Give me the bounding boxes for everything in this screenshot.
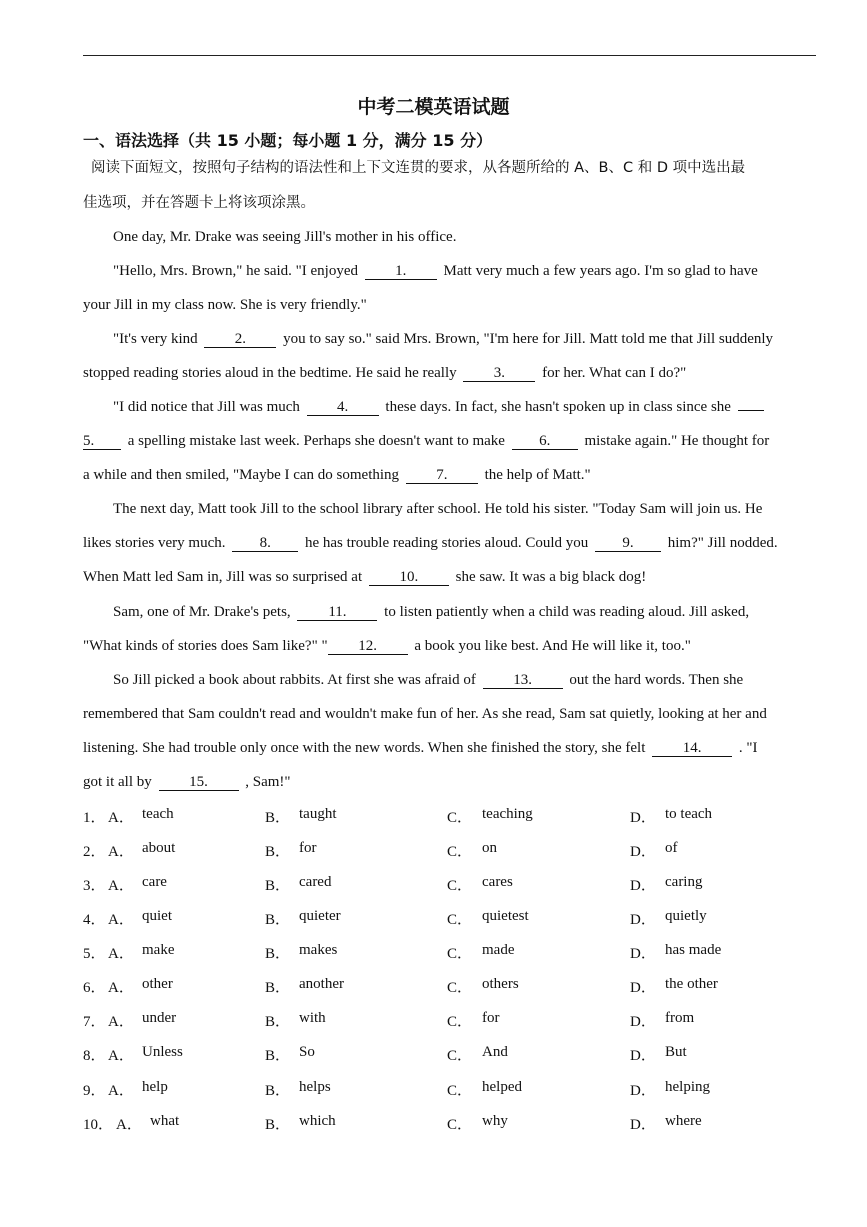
option-d[interactable]: helping — [665, 1079, 710, 1095]
passage-line: listening. She had trouble only once with the new words. When she finished the story, she felt 14. . "I — [83, 740, 758, 756]
passage-line: One day, Mr. Drake was seeing Jill's mother in his office. — [113, 229, 457, 245]
option-d[interactable]: the other — [665, 976, 718, 992]
blank-3: 3. — [463, 365, 535, 382]
question-row: 3． A． care B． cared C． cares D． caring — [83, 874, 703, 894]
blank-1: 1. — [365, 263, 437, 280]
option-b[interactable]: another — [299, 976, 344, 992]
passage-line: Sam, one of Mr. Drake's pets, 11. to listen patiently when a child was reading aloud. Jill asked, — [113, 604, 750, 620]
option-c[interactable]: made — [482, 942, 515, 958]
option-b[interactable]: cared — [299, 874, 332, 890]
option-b[interactable]: quieter — [299, 908, 341, 924]
passage-line: stopped reading stories aloud in the bedtime. He said he really 3. for her. What can I do?" — [83, 365, 687, 381]
question-row: 4． A． quiet B． quieter C． quietest D． quietly — [83, 908, 707, 928]
option-b[interactable]: So — [299, 1044, 315, 1060]
option-d[interactable]: to teach — [665, 806, 713, 822]
option-b[interactable]: for — [299, 840, 317, 856]
option-b[interactable]: taught — [299, 806, 337, 822]
passage-line: "It's very kind 2. you to say so." said Mrs. Brown, "I'm here for Jill. Matt told me that Jill suddenly — [113, 331, 774, 347]
question-row: 2． A． about B． for C． on D． of — [83, 840, 678, 860]
option-b[interactable]: which — [299, 1113, 336, 1129]
question-row: 10． A． what B． which C． why D． where — [83, 1113, 702, 1133]
option-d[interactable]: caring — [665, 874, 703, 890]
page-title: 中考二模英语试题 — [357, 96, 510, 118]
option-a[interactable]: about — [142, 840, 176, 856]
option-c[interactable]: on — [482, 840, 497, 856]
option-c[interactable]: cares — [482, 874, 513, 890]
passage-line: likes stories very much. 8. he has trouble reading stories aloud. Could you 9. him?" Jill nodded. — [83, 535, 778, 551]
question-row: 5． A． make B． makes C． made D． has made — [83, 942, 722, 962]
passage-line: your Jill in my class now. She is very friendly." — [83, 297, 367, 313]
option-a[interactable]: care — [142, 874, 167, 890]
option-a[interactable]: under — [142, 1010, 177, 1026]
blank-5: 5. — [83, 433, 121, 450]
blank-13: 13. — [483, 672, 563, 689]
option-c[interactable]: for — [482, 1010, 500, 1026]
option-a[interactable]: what — [150, 1113, 180, 1129]
option-d[interactable]: where — [665, 1113, 702, 1129]
option-c[interactable]: teaching — [482, 806, 533, 822]
option-a[interactable]: Unless — [142, 1044, 183, 1060]
section-heading: 一、语法选择（共 15 小题；每小题 1 分，满分 15 分） — [83, 131, 493, 150]
option-a[interactable]: help — [142, 1079, 168, 1095]
passage-line: a while and then smiled, "Maybe I can do something 7. the help of Matt." — [83, 467, 591, 483]
blank-9: 9. — [595, 535, 661, 552]
passage-line: got it all by 15. , Sam!" — [83, 774, 291, 790]
option-d[interactable]: has made — [665, 942, 722, 958]
option-a[interactable]: quiet — [142, 908, 172, 924]
blank-2: 2. — [204, 331, 276, 348]
instructions-line-2: 佳选项，并在答题卡上将该项涂黑。 — [83, 195, 315, 211]
passage-line: 5. a spelling mistake last week. Perhaps she doesn't want to make 6. mistake again." He thought for — [83, 433, 770, 449]
blank-11: 11. — [297, 604, 377, 621]
option-c[interactable]: helped — [482, 1079, 522, 1095]
header-rule — [83, 55, 816, 56]
question-row: 9． A． help B． helps C． helped D． helping — [83, 1079, 710, 1099]
option-c[interactable]: And — [482, 1044, 508, 1060]
option-c[interactable]: why — [482, 1113, 508, 1129]
passage-line: "Hello, Mrs. Brown," he said. "I enjoyed 1. Matt very much a few years ago. I'm so glad to have — [113, 263, 758, 279]
option-a[interactable]: teach — [142, 806, 174, 822]
passage-line: So Jill picked a book about rabbits. At first she was afraid of 13. out the hard words. Then she — [113, 672, 744, 688]
question-row: 6． A． other B． another C． others D． the other — [83, 976, 718, 996]
question-row: 7． A． under B． with C． for D． from — [83, 1010, 695, 1030]
option-b[interactable]: makes — [299, 942, 338, 958]
option-c[interactable]: quietest — [482, 908, 529, 924]
passage-line: The next day, Matt took Jill to the school library after school. He told his sister. "Today Sam will join us. He — [113, 501, 763, 517]
instructions-line-1: 阅读下面短文，按照句子结构的语法性和上下文连贯的要求，从各题所给的 A、B、C 和 D 项中选出最 — [91, 160, 746, 176]
passage-line: "I did notice that Jill was much 4. these days. In fact, she hasn't spoken up in class since she — [113, 397, 848, 417]
question-row: 8． A． Unless B． So C． And D． But — [83, 1044, 687, 1064]
option-d[interactable]: But — [665, 1044, 687, 1060]
question-row: 1． A． teach B． taught C． teaching D． to teach — [83, 806, 713, 826]
blank-14: 14. — [652, 740, 732, 757]
option-d[interactable]: from — [665, 1010, 695, 1026]
option-a[interactable]: make — [142, 942, 175, 958]
blank-12: 12. — [328, 638, 408, 655]
blank-15: 15. — [159, 774, 239, 791]
blank-8: 8. — [232, 535, 298, 552]
blank-4: 4. — [307, 399, 379, 416]
option-d[interactable]: quietly — [665, 908, 707, 924]
option-a[interactable]: other — [142, 976, 173, 992]
passage-line: When Matt led Sam in, Jill was so surprised at 10. she saw. It was a big black dog! — [83, 569, 647, 585]
blank-7: 7. — [406, 467, 478, 484]
option-c[interactable]: others — [482, 976, 519, 992]
option-b[interactable]: helps — [299, 1079, 331, 1095]
blank-10: 10. — [369, 569, 449, 586]
option-b[interactable]: with — [299, 1010, 326, 1026]
option-d[interactable]: of — [665, 840, 678, 856]
passage-line: remembered that Sam couldn't read and wouldn't make fun of her. As she read, Sam sat quietly, looking at her and — [83, 706, 767, 722]
blank-6: 6. — [512, 433, 578, 450]
passage-line: "What kinds of stories does Sam like?" " 12. a book you like best. And He will like it, too." — [83, 638, 691, 654]
